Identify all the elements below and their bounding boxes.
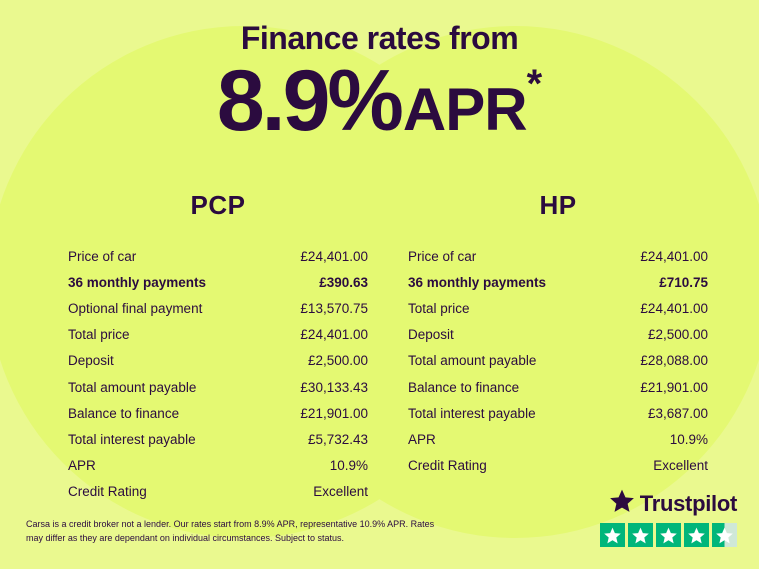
row-label: Price of car: [408, 248, 477, 264]
row-label: Credit Rating: [408, 458, 487, 474]
row-value: £21,901.00: [640, 379, 708, 395]
row-value: £21,901.00: [300, 405, 368, 421]
table-row: [68, 269, 368, 295]
row-value: £5,732.43: [307, 431, 368, 447]
table-row: [408, 400, 708, 426]
table-row: [408, 426, 708, 452]
trustpilot-rating: [597, 488, 737, 547]
table-row: [408, 269, 708, 295]
table-row: [408, 243, 708, 269]
row-value: 10.9%: [329, 458, 368, 474]
star-icon: [656, 523, 681, 547]
table-row: [68, 400, 368, 426]
row-label: APR: [408, 431, 436, 447]
table-row: [408, 453, 708, 479]
star-icon: [600, 523, 625, 547]
trustpilot-wordmark: Trustpilot: [639, 490, 737, 516]
row-value: £24,401.00: [300, 327, 368, 343]
row-value: £28,088.00: [640, 353, 708, 369]
row-label: Total interest payable: [68, 431, 196, 447]
hp-column-title: HP: [539, 190, 577, 220]
row-label: Total amount payable: [408, 353, 537, 369]
table-row: [68, 322, 368, 348]
row-value: £3,687.00: [647, 405, 708, 421]
table-row: [408, 295, 708, 321]
table-row: [68, 243, 368, 269]
disclaimer-text: Carsa is a credit broker not a lender. Our rates start from 8.9% APR, representative 10.9% APR. Rates may differ as they are dependant on individual circumstances. Subject to status.: [26, 519, 435, 543]
table-row: [68, 374, 368, 400]
row-label: Balance to finance: [408, 379, 520, 395]
row-value: £390.63: [319, 274, 368, 290]
table-row: [68, 453, 368, 479]
table-row: [68, 426, 368, 452]
row-label: Total price: [68, 327, 130, 343]
row-label: Deposit: [68, 353, 114, 369]
row-value: £30,133.43: [300, 379, 368, 395]
row-label: Total price: [408, 300, 470, 316]
page-title: Finance rates from: [240, 20, 519, 56]
row-value: £24,401.00: [300, 248, 368, 264]
row-value: £24,401.00: [640, 248, 708, 264]
row-value: £2,500.00: [647, 327, 708, 343]
row-label: Total interest payable: [408, 405, 536, 421]
row-value: £13,570.75: [300, 300, 368, 316]
row-value: £2,500.00: [307, 353, 368, 369]
row-label: Optional final payment: [68, 300, 203, 316]
star-icon: [684, 523, 709, 547]
row-label: 36 monthly payments: [68, 274, 207, 290]
row-label: Credit Rating: [68, 484, 147, 500]
hp-column: [408, 190, 708, 479]
table-row: [68, 295, 368, 321]
row-label: APR: [68, 458, 96, 474]
row-label: Balance to finance: [68, 405, 180, 421]
row-value: £24,401.00: [640, 300, 708, 316]
table-row: [68, 348, 368, 374]
row-value: £710.75: [659, 274, 708, 290]
headline-rate-asterisk: *: [526, 62, 543, 106]
star-half-icon: [712, 523, 737, 547]
table-row: [68, 479, 368, 505]
table-row: [408, 322, 708, 348]
trustpilot-stars: [597, 523, 737, 547]
star-icon: [628, 523, 653, 547]
row-value: Excellent: [653, 458, 708, 474]
headline-rate-apr: APR: [402, 76, 527, 143]
row-label: Total amount payable: [68, 379, 197, 395]
pcp-column: [68, 190, 368, 505]
row-value: 10.9%: [669, 431, 708, 447]
trustpilot-star-icon: [609, 488, 635, 519]
row-label: Price of car: [68, 248, 137, 264]
row-label: Deposit: [408, 327, 454, 343]
headline-rate: [0, 53, 759, 149]
table-row: [408, 374, 708, 400]
headline-rate-number: 8.9%: [216, 53, 401, 149]
row-label: 36 monthly payments: [408, 274, 547, 290]
row-value: Excellent: [313, 484, 368, 500]
pcp-column-title: PCP: [190, 190, 246, 220]
table-row: [408, 348, 708, 374]
